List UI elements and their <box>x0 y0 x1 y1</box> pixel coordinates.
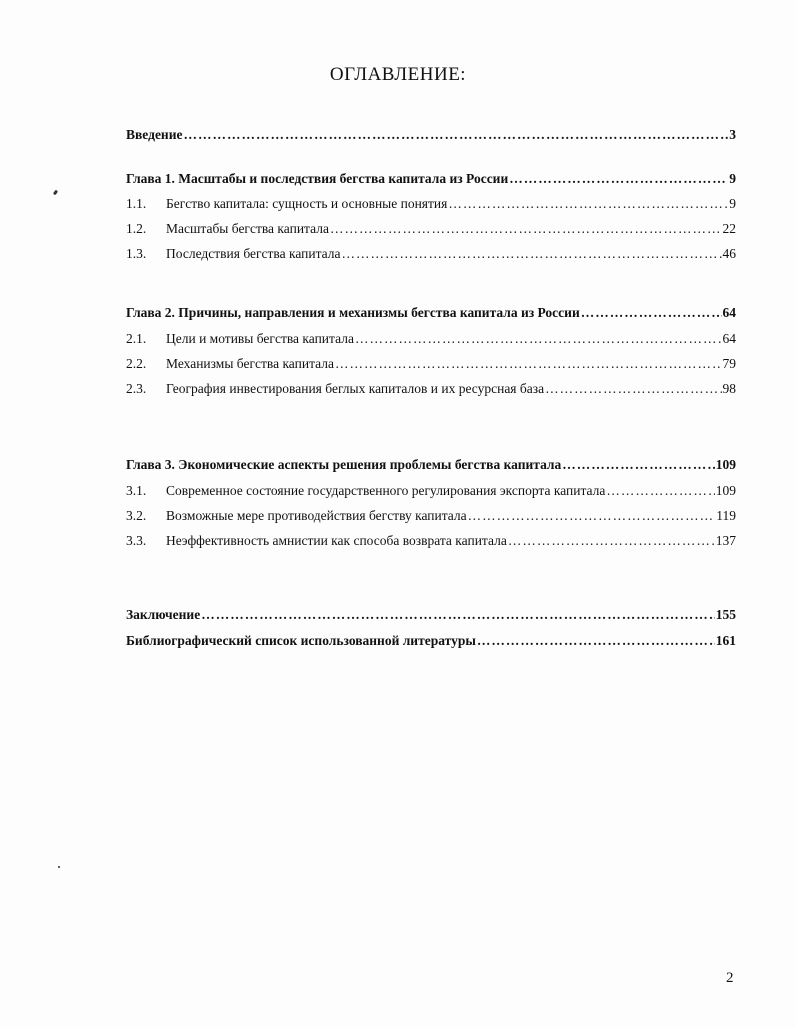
toc-entry-text: Заключение <box>126 607 201 622</box>
toc-entry-text: Возможные мере противодействия бегству капитала <box>166 508 467 523</box>
toc-page-number: 137 <box>715 533 736 548</box>
dot-leader <box>330 220 722 238</box>
toc-page-number: 46 <box>722 246 736 261</box>
toc-entry-chapter-1 <box>126 170 736 188</box>
toc-entry-text: Неэффективность амнистии как способа возврата капитала <box>166 533 507 548</box>
toc-entry-text: Глава 2. Причины, направления и механизмы бегства капитала из России <box>126 305 580 320</box>
dot-leader <box>355 330 722 348</box>
toc-entry-2-3 <box>126 380 736 398</box>
toc-entry-3-3 <box>126 532 736 550</box>
toc-page-number: 64 <box>722 305 736 320</box>
dot-leader <box>468 507 716 525</box>
toc-page-number: 64 <box>722 331 736 346</box>
toc-section-number: 1.1. <box>126 196 147 211</box>
toc-entry-intro <box>126 126 736 144</box>
toc-entry-text: Глава 1. Масштабы и последствия бегства капитала из России <box>126 171 509 186</box>
page-number: 2 <box>726 970 734 986</box>
toc-entry-3-2 <box>126 507 736 525</box>
dot-leader <box>335 355 722 373</box>
toc-entry-conclusion <box>126 606 736 624</box>
toc-entry-text: Цели и мотивы бегства капитала <box>166 331 354 346</box>
toc-entry-chapter-3 <box>126 456 736 474</box>
dot-leader <box>508 532 715 550</box>
toc-entry-chapter-2 <box>126 304 736 322</box>
toc-entry-text: Введение <box>126 127 183 142</box>
toc-entry-1-2 <box>126 220 736 238</box>
dot-leader <box>562 456 714 474</box>
toc-page-number: 109 <box>715 483 736 498</box>
toc-page-number: 22 <box>722 221 736 236</box>
toc-section-number: 2.3. <box>126 381 147 396</box>
toc-section-number: 1.2. <box>126 221 147 236</box>
dot-leader <box>606 482 714 500</box>
toc-entry-text: Механизмы бегства капитала <box>166 356 334 371</box>
toc-section-number: 3.3. <box>126 533 147 548</box>
toc-entry-2-1 <box>126 330 736 348</box>
dot-leader <box>448 195 728 213</box>
toc-entry-3-1 <box>126 482 736 500</box>
toc-page-number: 3 <box>729 127 736 142</box>
toc-entry-text: География инвестирования беглых капиталов и их ресурсная база <box>166 381 545 396</box>
dot-leader <box>183 126 728 144</box>
toc-page-number: 155 <box>715 607 736 622</box>
toc-entry-text: Последствия бегства капитала <box>166 246 341 261</box>
toc-entry-bibliography <box>126 632 736 650</box>
dot-leader <box>342 245 722 263</box>
toc-page-number: 161 <box>715 633 736 648</box>
dot-leader <box>477 632 715 650</box>
toc-entry-text: Бегство капитала: сущность и основные понятия <box>166 196 448 211</box>
toc-page-number: 98 <box>722 381 736 396</box>
toc-entry-1-3 <box>126 245 736 263</box>
toc-entry-text: Современное состояние государственного регулирования экспорта капитала <box>166 483 606 498</box>
toc-page-number: 109 <box>715 457 736 472</box>
dot-leader <box>201 606 715 624</box>
dot-leader <box>509 170 728 188</box>
toc-entry-text: Масштабы бегства капитала <box>166 221 329 236</box>
toc-entry-text: Глава 3. Экономические аспекты решения проблемы бегства капитала <box>126 457 562 472</box>
toc-entry-2-2 <box>126 355 736 373</box>
toc-entry-text: Библиографический список использованной литературы <box>126 633 476 648</box>
toc-page-number: 79 <box>722 356 736 371</box>
toc-section-number: 1.3. <box>126 246 147 261</box>
toc-section-number: 2.1. <box>126 331 147 346</box>
toc-entry-1-1 <box>126 195 736 213</box>
toc-page-number: 9 <box>729 171 736 186</box>
toc-page-number: 119 <box>716 508 736 523</box>
dot-leader <box>581 304 722 322</box>
toc-section-number: 3.1. <box>126 483 147 498</box>
toc-section-number: 2.2. <box>126 356 147 371</box>
dot-leader <box>545 380 721 398</box>
toc-section-number: 3.2. <box>126 508 147 523</box>
toc-page-number: 9 <box>729 196 736 211</box>
page-title: ОГЛАВЛЕНИЕ: <box>329 64 467 85</box>
